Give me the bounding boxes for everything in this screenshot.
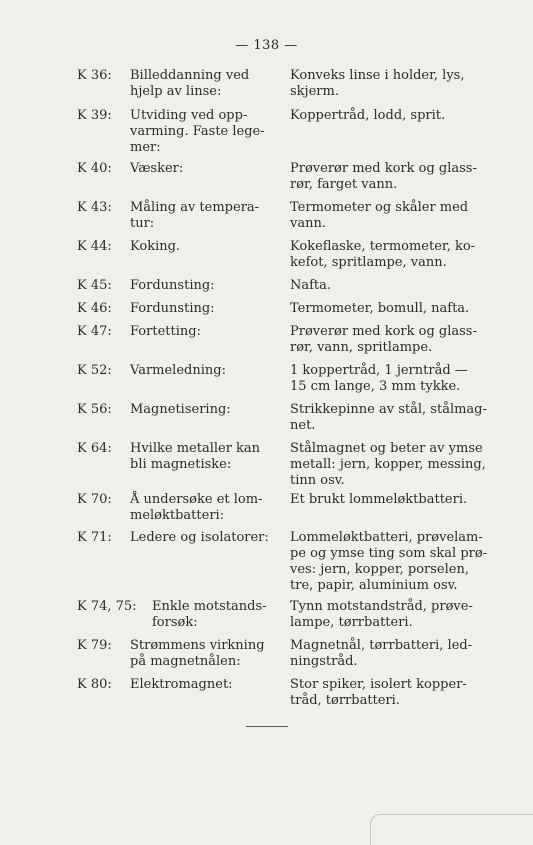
experiment-topic: Ledere og isolatorer: [130, 530, 269, 545]
experiment-code: K 70: [77, 492, 112, 507]
experiment-code: K 36: [77, 68, 112, 83]
experiment-topic: Hvilke metaller kan bli magnetiske: [130, 441, 261, 472]
experiment-code: K 40: [77, 161, 112, 176]
experiment-materials: Magnetnål, tørrbatteri, led- ningstråd. [290, 638, 473, 669]
experiment-topic: Fordunsting: [130, 278, 215, 293]
experiment-materials: Et brukt lommeløktbatteri. [290, 492, 468, 507]
experiment-materials: Termometer og skåler med vann. [290, 200, 469, 231]
page-corner-mark [370, 814, 533, 845]
experiment-code: K 52: [77, 363, 112, 378]
experiment-topic: Måling av tempera- tur: [130, 200, 260, 231]
closing-rule [246, 726, 288, 727]
experiment-code: K 43: [77, 200, 112, 215]
experiment-topic: Fordunsting: [130, 301, 215, 316]
experiment-code: K 80: [77, 677, 112, 692]
experiment-materials: Lommeløktbatteri, prøvelam- pe og ymse ting som skal prø- ves: jern, kopper, porselen, tre, papir, aluminium osv. [290, 530, 488, 593]
experiment-code: K 45: [77, 278, 112, 293]
experiment-materials: Kokeflaske, termometer, ko- kefot, spritlampe, vann. [290, 239, 476, 270]
experiment-topic: Væsker: [130, 161, 184, 176]
experiment-code: K 64: [77, 441, 112, 456]
experiment-materials: 1 koppertråd, 1 jerntråd — 15 cm lange, 3 mm tykke. [290, 363, 468, 394]
experiment-code: K 79: [77, 638, 112, 653]
experiment-topic: Magnetisering: [130, 402, 231, 417]
experiment-code: K 74, 75: [77, 599, 137, 614]
experiment-materials: Strikkepinne av stål, stålmag- net. [290, 402, 487, 433]
experiment-topic: Å undersøke et lom- meløktbatteri: [130, 492, 263, 523]
experiment-materials: Koppertråd, lodd, sprit. [290, 108, 446, 123]
experiment-code: K 56: [77, 402, 112, 417]
experiment-topic: Elektromagnet: [130, 677, 233, 692]
experiment-code: K 39: [77, 108, 112, 123]
experiment-topic: Koking. [130, 239, 181, 254]
experiment-topic: Varmeledning: [130, 363, 226, 378]
experiment-code: K 71: [77, 530, 112, 545]
experiment-materials: Konveks linse i holder, lys, skjerm. [290, 68, 465, 99]
experiment-materials: Tynn motstandstråd, prøve- lampe, tørrbatteri. [290, 599, 473, 630]
experiment-materials: Termometer, bomull, nafta. [290, 301, 470, 316]
experiment-topic: Fortetting: [130, 324, 201, 339]
experiment-topic: Strømmens virkning på magnetnålen: [130, 638, 265, 669]
experiment-topic: Enkle motstands- forsøk: [152, 599, 267, 630]
experiment-code: K 44: [77, 239, 112, 254]
experiment-materials: Stor spiker, isolert kopper- tråd, tørrbatteri. [290, 677, 467, 708]
experiment-topic: Utviding ved opp- varming. Faste lege- mer: [130, 108, 265, 155]
page-number: — 138 — [235, 38, 298, 53]
experiment-topic: Billeddanning ved hjelp av linse: [130, 68, 250, 99]
experiment-materials: Stålmagnet og beter av ymse metall: jern, kopper, messing, tinn osv. [290, 441, 486, 488]
experiment-materials: Nafta. [290, 278, 332, 293]
experiment-code: K 46: [77, 301, 112, 316]
experiment-materials: Prøverør med kork og glass- rør, farget vann. [290, 161, 477, 192]
experiment-code: K 47: [77, 324, 112, 339]
experiment-materials: Prøverør med kork og glass- rør, vann, spritlampe. [290, 324, 477, 355]
